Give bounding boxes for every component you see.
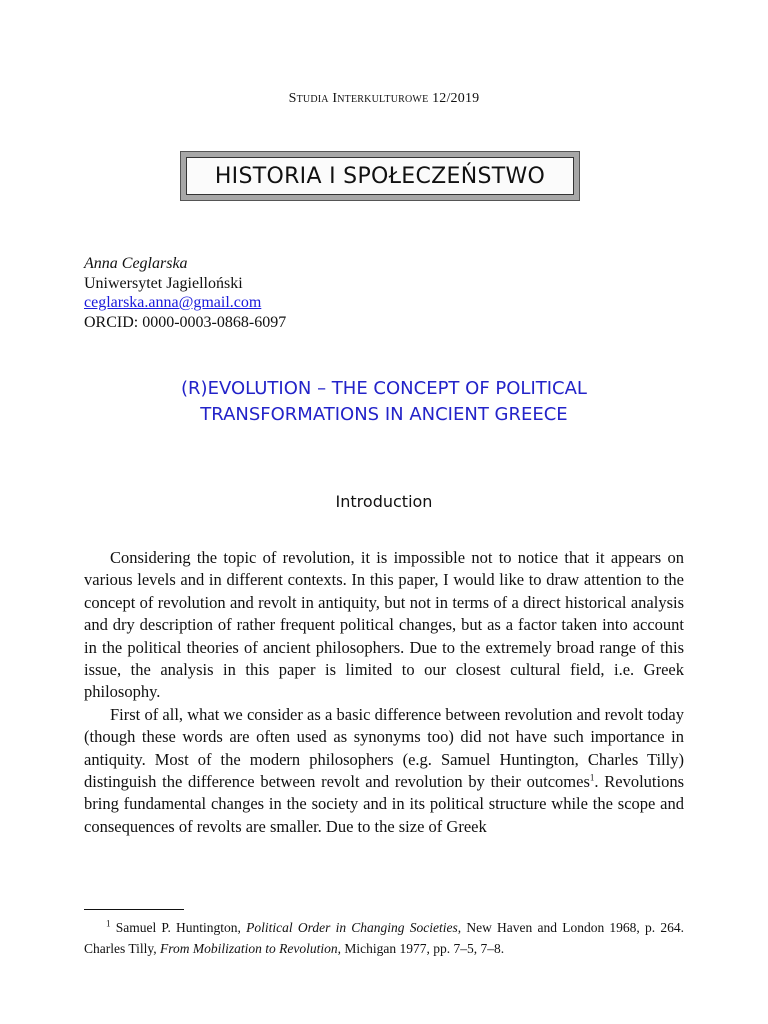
- article-title-line-2: TRANSFORMATIONS IN ANCIENT GREECE: [200, 404, 568, 425]
- section-banner: [180, 151, 580, 201]
- author-orcid: ORCID: 0000-0003-0868-6097: [84, 313, 287, 331]
- footnote-marker: 1: [106, 918, 111, 929]
- paragraph-2-text-b: . Revolutions bring fundamental changes in the society and in its political structure while the scope and consequences of revolts are smaller. Due to the size of Greek: [84, 772, 684, 836]
- paragraph-2: [84, 704, 684, 838]
- paragraph-2-text-a: First of all, what we consider as a basic difference between revolution and revolt today (though these words are often used as synonyms too) did not have such importance in antiquity. Most of the modern philosophers (e.g. Samuel Huntington, Charles Tilly) distinguish the difference between revolt and revolution by their outcomes: [84, 704, 684, 792]
- author-affiliation: Uniwersytet Jagielloński: [84, 274, 243, 292]
- footnote-divider: [84, 909, 184, 910]
- article-title-line-1: (R)EVOLUTION – THE CONCEPT OF POLITICAL: [181, 378, 587, 399]
- journal-header: Studia Interkulturowe 12/2019: [288, 91, 480, 106]
- section-label: HISTORIA I SPOŁECZEŃSTWO: [186, 157, 574, 195]
- footnote-1: [84, 918, 684, 959]
- author-email-link[interactable]: ceglarska.anna@gmail.com: [84, 294, 262, 311]
- paragraph-1: Considering the topic of revolution, it is impossible not to notice that it appears on various levels and in different contexts. In this paper, I would like to draw attention to the concept of revolution and revolt in antiquity, but not in terms of a direct historical analysis and dry description of rather frequent political changes, but as a factor taken into account in the political theories of ancient philosophers. Due to the extremely broad range of this issue, the analysis in this paper is limited to our closest cultural field, i.e. Greek philosophy.: [84, 548, 684, 702]
- author-name: Anna Ceglarska: [84, 255, 188, 272]
- footnote-text-b: , New Haven and London 1968, p. 264. Charles Tilly,: [84, 920, 684, 956]
- footnote-book-2: From Mobilization to Revolution: [160, 940, 338, 956]
- author-block: [84, 254, 286, 332]
- footnote-book-1: Political Order in Changing Societies: [246, 920, 458, 935]
- footnote-text-a: Samuel P. Huntington,: [110, 920, 247, 935]
- section-heading: Introduction: [335, 492, 433, 511]
- article-body: [84, 547, 684, 838]
- footnote-reference[interactable]: 1: [589, 772, 595, 783]
- footnote-text-c: , Michigan 1977, pp. 7–5, 7–8.: [337, 940, 505, 956]
- article-title: [0, 376, 768, 428]
